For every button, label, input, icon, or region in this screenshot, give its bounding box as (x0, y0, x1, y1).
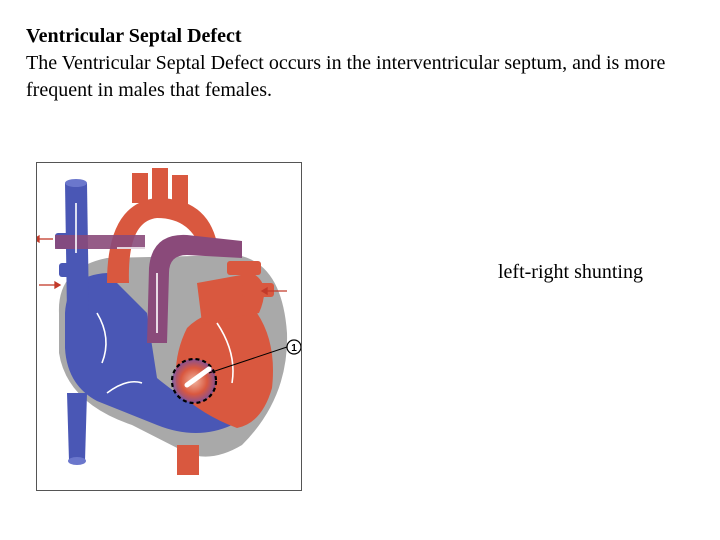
slide-body-text: The Ventricular Septal Defect occurs in the interventricular septum, and is more frequent in males that females. (26, 52, 666, 101)
inferior-vena-cava (67, 393, 87, 461)
descending-aorta (177, 445, 199, 475)
slide-text-block (26, 23, 706, 104)
slide-title: Ventricular Septal Defect (26, 25, 242, 47)
marker-number: 1 (291, 343, 297, 354)
heart-diagram-illustration (37, 163, 301, 490)
heart-diagram-figure (36, 162, 302, 491)
shunting-annotation: left-right shunting (498, 261, 643, 283)
